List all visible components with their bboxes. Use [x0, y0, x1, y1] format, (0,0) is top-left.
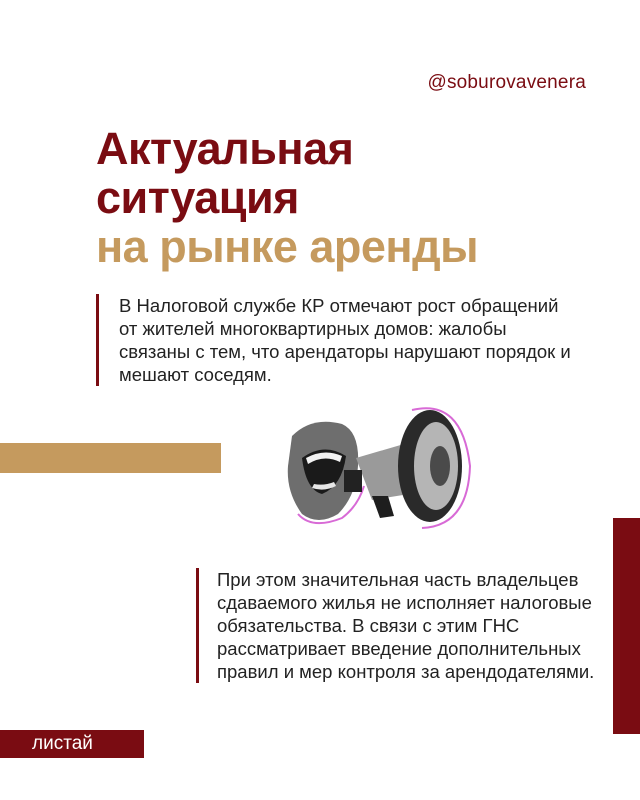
title-line-2: ситуация — [96, 172, 299, 223]
decorative-red-bar — [613, 518, 640, 734]
intro-paragraph: В Налоговой службе КР отмечают рост обращений от жителей многоквартирных домов: жалобы связаны с тем, что арендаторы нарушают порядок и мешают соседям. — [96, 294, 579, 386]
decorative-gold-bar — [0, 443, 221, 473]
swipe-label: листай — [0, 730, 144, 758]
author-handle: @soburovavenera — [427, 72, 586, 93]
page-title — [96, 124, 478, 271]
detail-paragraph: При этом значительная часть владельцев сдаваемого жилья не исполняет налоговые обязательства. В связи с этим ГНС рассматривает введение дополнительных правил и мер контроля за арендодателями. — [196, 568, 597, 683]
megaphone-mouth-icon — [272, 396, 482, 536]
title-line-3: на рынке аренды — [96, 221, 479, 272]
title-line-1: Актуальная — [96, 123, 354, 174]
